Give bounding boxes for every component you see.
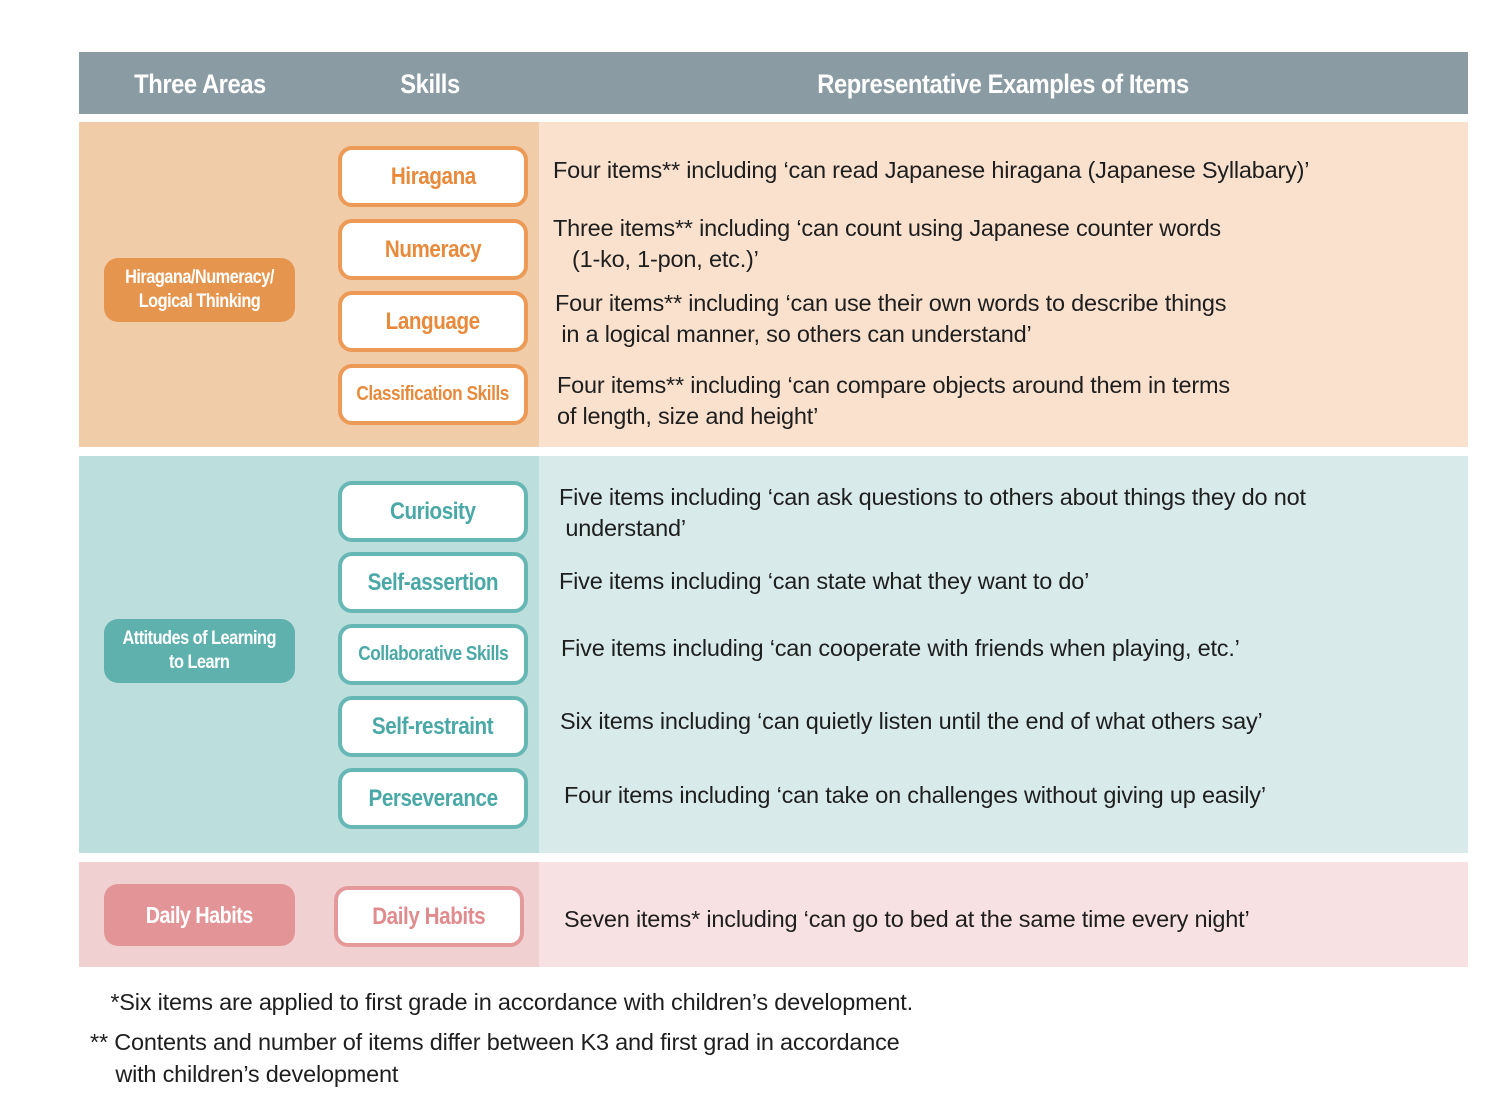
example-classification: Four items** including ‘can compare objects around them in terms of length, size and height’ [557,372,1230,429]
skill-curiosity: Curiosity [338,481,528,542]
footnote-single-asterisk: *Six items are applied to first grade in accordance with children’s development. [104,989,913,1015]
example-numeracy: Three items** including ‘can count using Japanese counter words (1-ko, 1-pon, etc.)’ [553,215,1221,272]
header-skills: Skills [400,69,460,99]
example-perseverance: Four items including ‘can take on challenges without giving up easily’ [564,782,1266,808]
skill-classification: Classification Skills [338,364,528,425]
section-hiragana-numeracy [79,122,1468,447]
skill-daily-habits: Daily Habits [334,886,524,947]
example-collaborative: Five items including ‘can cooperate with friends when playing, etc.’ [561,635,1240,661]
example-curiosity: Five items including ‘can ask questions to others about things they do not understand’ [559,484,1306,541]
example-self-restraint: Six items including ‘can quietly listen until the end of what others say’ [560,708,1263,734]
area-label-attitudes: Attitudes of Learning to Learn [104,619,295,683]
footnote-double-asterisk: ** Contents and number of items differ between K3 and first grad in accordance with children’s development [90,1029,900,1087]
skill-collaborative: Collaborative Skills [338,624,528,685]
skill-language: Language [338,291,528,352]
example-hiragana: Four items** including ‘can read Japanese hiragana (Japanese Syllabary)’ [553,157,1310,183]
example-self-assertion: Five items including ‘can state what they want to do’ [559,568,1090,594]
skill-hiragana: Hiragana [338,146,528,207]
header-examples: Representative Examples of Items [817,69,1189,99]
table-header [79,52,1468,114]
area-label-hiragana-numeracy: Hiragana/Numeracy/ Logical Thinking [104,258,295,322]
area-label-daily-habits: Daily Habits [104,884,295,946]
skill-self-restraint: Self-restraint [338,696,528,757]
example-language: Four items** including ‘can use their own words to describe things in a logical manner, so others can understand’ [555,290,1227,347]
section-attitudes [79,456,1468,853]
skill-perseverance: Perseverance [338,768,528,829]
example-daily-habits: Seven items* including ‘can go to bed at the same time every night’ [564,906,1250,932]
skill-numeracy: Numeracy [338,219,528,280]
header-three-areas: Three Areas [134,69,266,99]
section-daily-habits [79,862,1468,967]
skill-self-assertion: Self-assertion [338,552,528,613]
